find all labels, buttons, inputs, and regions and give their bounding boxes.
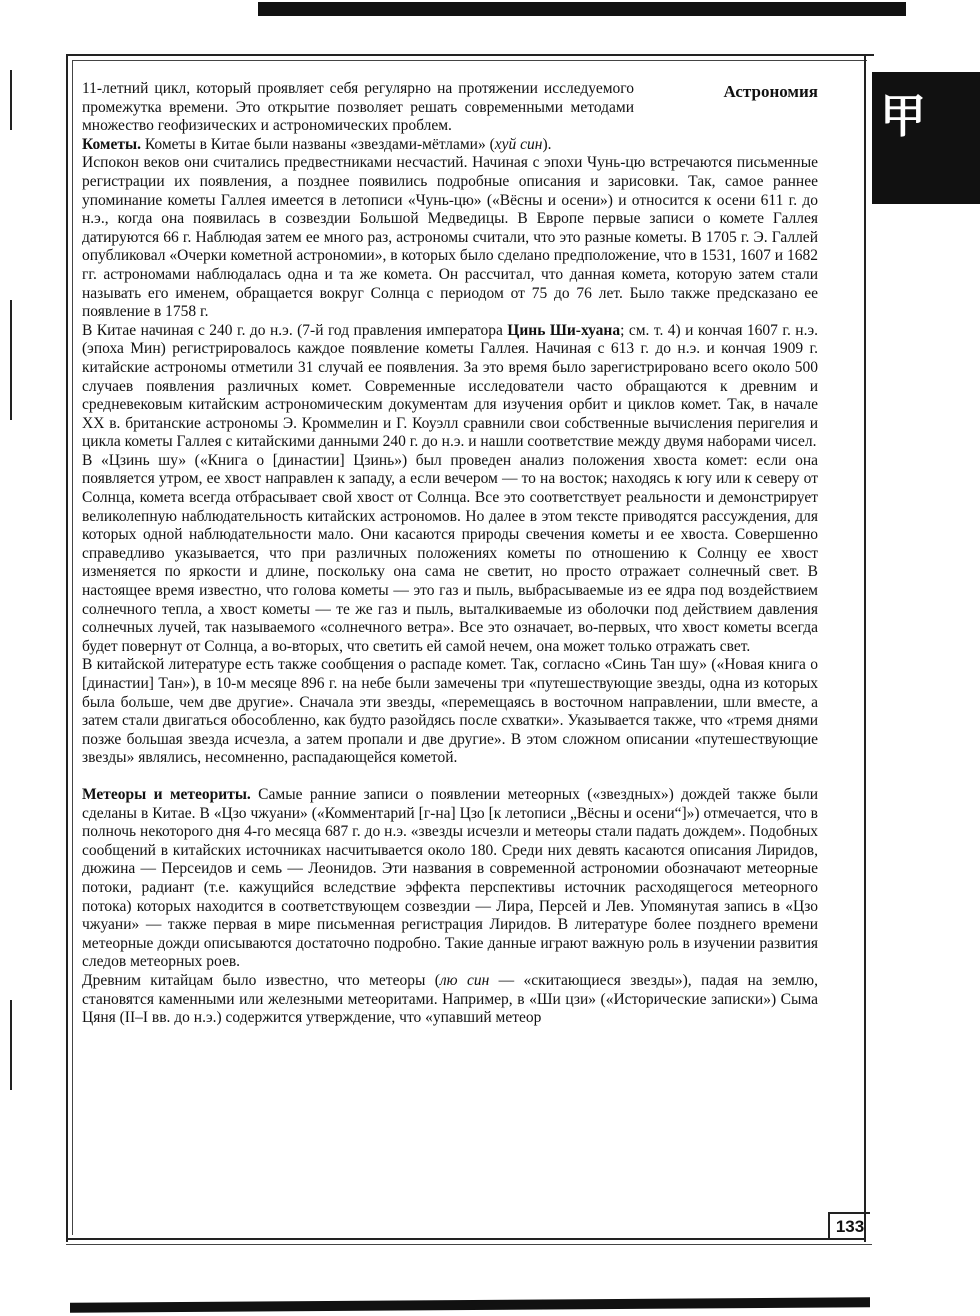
comets-heading-end: ).	[542, 135, 552, 153]
comets-heading: Кометы.	[82, 135, 141, 153]
page-frame-bottom-rule	[66, 1244, 872, 1245]
comets-paragraph-3: В «Цзинь шу» («Книга о [династии] Цзинь») был проведен анализ положения хвоста комет: если она появляется утром, ее хвост направлен к западу, а если вечером — то на восток; находясь к югу или к северу от Солнца, комета всегда отбрасывает свой хвост от Солнца. Все это соответствует реальности и демонстрирует великолепную наблюдательность китайских астрономов. Но далее в этом тексте приводятся рассуждения, для которых одной наблюдательности мало. Они касаются природы свечения кометы и ее хвоста. Совершенно справедливо указывается, что при различных положениях кометы по отношению к Солнцу ее хвост изменяется по яркости и длине, поскольку она сама не светит, но просто отражает солнечный свет. В настоящее время известно, что голова кометы — это газ и пыль, выбрасываемые из ее ядра под воздействием солнечного тепла, а хвост кометы — те же газ и пыль, выталкиваемые из оболочки под действием давления солнечных лучей, так называемого «солнечного ветра». Все это означает, во-первых, что хвост кометы всегда будет повернут от Солнца, а во-вторых, что светить ей самой нечем, она может только отражать свет.	[82, 451, 818, 655]
comets-heading-text: Кометы в Китае были названы «звездами-мётлами» (	[140, 135, 495, 153]
meteors-paragraph-2	[82, 972, 818, 1028]
meteors-p2-end: — «скитающиеся звезды»), падая на землю, становятся каменными или железными метеоритами. Например, в «Ши цзи» («Исторические записки») Сыма Цяня (II–I вв. до н.э.) содержится утверждение, что «упавший метеор	[82, 971, 819, 1027]
meteors-p2-start: Древним китайцам было известно, что метеоры (	[82, 971, 440, 989]
comets-paragraph-4: В китайской литературе есть также сообщения о распаде комет. Так, согласно «Синь Тан шу» («Новая книга о [династии] Тан»), в 10-м месяце 896 г. на небе были замечены три «путешествующие звезды, одна из которых была больше, чем две другие». Сначала эти звезды, «перемещаясь в восточном направлении, шли вместе, а затем стали двигаться обособленно, как будто разойдясь после схватки». Указывается также, что «тремя днями позже большая звезда исчезла, а затем пропали и две другие». В этом сложном описании «путешествующие звезды» являлись, несомненно, распадающейся кометой.	[82, 656, 818, 767]
meteors-heading: Метеоры и метеориты.	[82, 785, 251, 803]
article-body	[82, 80, 818, 1028]
scan-mark	[10, 1000, 12, 1090]
comets-paragraph-1: Испокон веков они считались предвестниками несчастий. Начиная с эпохи Чунь-цю встречаются письменные регистрации их появления, а позднее появились подробные описания и зарисовки. Так, самое раннее упоминание кометы Галлея имеется в летописи «Чунь-цю» («Вёсны и осени») и относится к осени 611 г. до н.э., когда она появилась в созвездии Большой Медведицы. В Европе первые записи о комете Галлея датируются 66 г. Наблюдая затем ее много раз, астрономы считали, что это разные кометы. В 1705 г. Э. Галлей опубликовал «Очерки кометной астрономии», в которых было сделано предположение, что в 1531, 1607 и 1682 гг. астрономами наблюдалась одна и та же комета. Он рассчитал, что данная комета, которую затем стали называть его именем, обращается вокруг Солнца с периодом от 75 до 76 лет. Было также предсказано ее появление в 1758 г.	[82, 154, 818, 321]
meteors-term: лю син	[439, 971, 490, 989]
comets-heading-line	[82, 136, 818, 155]
emperor-name: Цинь Ши-хуана	[507, 321, 621, 339]
comets-p2-start: В Китае начиная с 240 г. до н.э. (7-й год правления императора	[82, 321, 508, 339]
comets-paragraph-2	[82, 322, 818, 452]
meteors-paragraph-1	[82, 786, 818, 972]
page-frame-bottom	[66, 1238, 866, 1240]
comets-term: хуй син	[494, 135, 543, 153]
scan-edge-bottom	[70, 1297, 870, 1313]
scan-mark	[10, 300, 12, 420]
section-title: Астрономия	[723, 82, 818, 101]
section-glyph-icon: 甲	[880, 91, 926, 142]
page-number: 133	[828, 1212, 870, 1240]
comets-p2-end: ; см. т. 4) и кончая 1607 г. н.э. (эпоха Мин) регистрировалось каждое появление кометы Галлея. Начиная с 613 г. до н.э. и кончая 1909 г. китайские астрономы отметили 31 случай ее появления. За это время было зарегистрировано всего около 500 случаев появления различных комет. Современные исследователи часто обращаются к древним и средневековым китайским астрономическим документам для изучения орбит и циклов комет. Так, в начале XX в. британские астрономы Э. Кроммелин и Г. Коуэлл сравнили свои собственные вычисления перигелия и цикла кометы Галлея с китайскими данными 240 г. до н.э. и нашли соответствие между двумя наборами чисел.	[82, 321, 818, 451]
scan-mark	[10, 70, 12, 130]
scan-edge-top	[258, 2, 906, 16]
meteors-p1-text: Самые ранние записи о появлении метеорных («звездных») дождей также были сделаны в Китае. В «Цзо чжуани» («Комментарий [г-на] Цзо [к летописи „Вёсны и осени“]») отмечается, что в полночь некоторого дня 4-го месяца 687 г. до н.э. «звезды исчезли и метеоры стали падать дождем». Подобных сообщений в китайских источниках насчитывается около 180. Среди них девять касаются описания Лиридов, дюжина — Персеидов и семь — Леонидов. Эти названия в современной астрономии обозначают метеорные потоки, радиант (т.е. кажущийся вследствие эффекта перспективы источник расходящегося метеорного потока) которых находится в соответствующем созвездии — Лира, Персей и Лев. Упомянутая запись в «Цзо чжуани» — также первая в мире письменная регистрация Лиридов. В литературе более позднего времени метеорные дожди описываются достаточно подробно. Такие данные играют важную роль в изучении развития следов метеорных роев.	[82, 785, 818, 971]
page-frame-right	[864, 54, 866, 1242]
intro-paragraph: 11-летний цикл, который проявляет себя регулярно на протяжении исследуемого промежутка времени. Это открытие позволяет решать современными методами множество геофизических и астрономических проблем.	[82, 80, 634, 135]
